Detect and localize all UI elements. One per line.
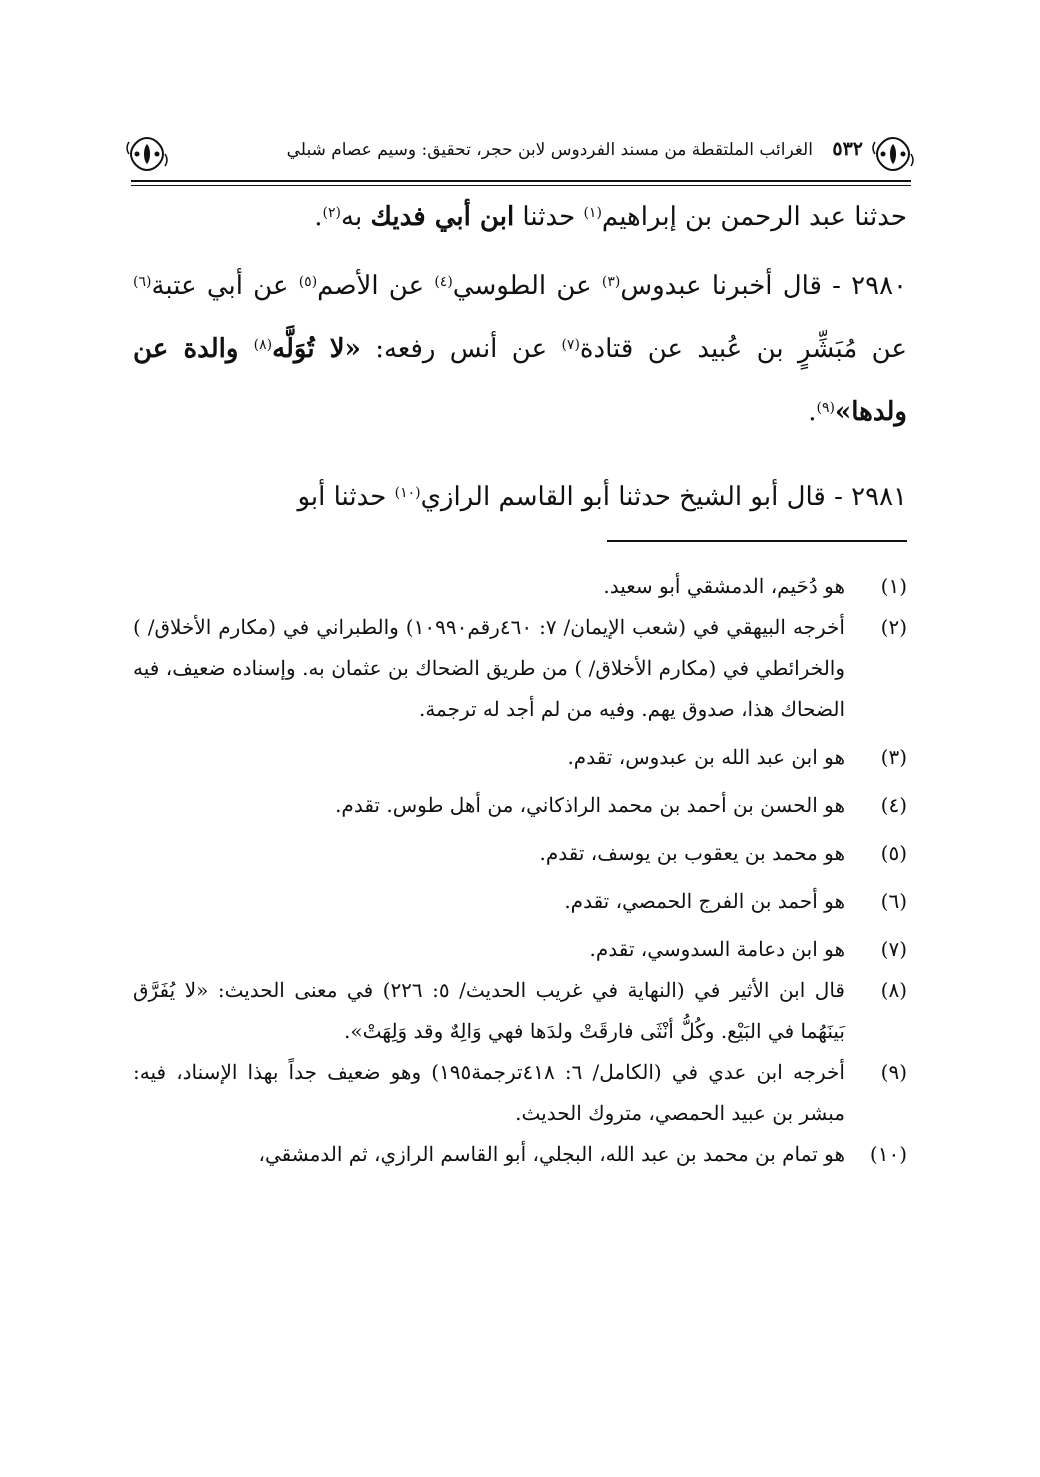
footnote-ref[interactable]: (٥) <box>298 274 318 290</box>
footnote <box>133 970 907 1052</box>
footnote-ref[interactable]: (٩) <box>816 400 835 416</box>
footnote-ref[interactable]: (٨) <box>253 337 273 353</box>
header-line <box>183 138 863 160</box>
footnote <box>133 1134 907 1175</box>
footnote-number: (٧) <box>880 937 907 961</box>
hadith-2981: ٢٩٨١ - قال أبو الشيخ حدثنا أبو القاسم الرازي$^{(١٠)}$ حدثنا أبو <box>297 482 907 512</box>
footnote-number: (١) <box>880 574 907 598</box>
main-text <box>133 186 907 529</box>
running-header <box>125 128 915 180</box>
footnote-number: (٨) <box>880 978 907 1002</box>
footnote <box>133 929 907 970</box>
footnote-number: (١٠) <box>869 1142 907 1166</box>
footnote-text: هو دُحَيم، الدمشقي أبو سعيد. <box>603 574 845 598</box>
paragraph-chain-continuation: حدثنا عبد الرحمن بن إبراهيم$^{(١)}$ حدثنا ابن أبي فديك به$^{(٢)}$. <box>314 202 907 232</box>
footnote-text: هو تمام بن محمد بن عبد الله، البجلي، أبو القاسم الرازي، ثم الدمشقي، <box>258 1142 845 1166</box>
running-title: الغرائب الملتقطة من مسند الفردوس لابن حجر، تحقيق: وسيم عصام شبلي <box>286 140 813 160</box>
footnote-text: هو الحسن بن أحمد بن محمد الراذكاني، من أهل طوس. تقدم. <box>335 793 845 817</box>
footnote-text: قال ابن الأثير في (النهاية في غريب الحديث/ ٥: ٢٢٦) في معنى الحديث: «لا يُفَرَّق بَينَهُما في البَيْع. وكُلُّ أنْثَى فارقَتْ ولدَها فهي وَالِهٌ وقد وَلِهَتْ». <box>133 978 845 1043</box>
footnote-ref[interactable]: (٧) <box>561 337 580 353</box>
footnote-number: (٩) <box>880 1060 907 1084</box>
footnote <box>133 785 907 826</box>
footnote <box>133 737 907 778</box>
footnote-number: (٦) <box>880 889 907 913</box>
footnote <box>133 881 907 922</box>
footnote-ref[interactable]: (٦) <box>133 274 152 290</box>
footnote <box>133 833 907 874</box>
header-rule <box>131 180 911 182</box>
footnote-number: (٣) <box>880 745 907 769</box>
footnote-ref[interactable]: (١) <box>583 205 602 221</box>
ornament-left-icon <box>125 134 169 174</box>
footnote <box>133 1052 907 1134</box>
ornament-right-icon <box>871 134 915 174</box>
footnote-ref[interactable]: (٤) <box>434 274 453 290</box>
footnote-text: هو ابن عبد الله بن عبدوس، تقدم. <box>567 745 845 769</box>
footnote <box>133 607 907 730</box>
footnote-ref[interactable]: (٢) <box>322 205 341 221</box>
hadith-2980: ٢٩٨٠ - قال أخبرنا عبدوس$^{(٣)}$ عن الطوسي$^{(٤)}$ عن الأصم$^{(٥)}$ عن أبي عتبة$^{(٦)}$ عن مُبَشِّرٍ بن عُبيد عن قتادة$^{(٧)}$ عن أنس رفعه: «لا تُوَلَّه$^{(٨)}$ والدة عن ولدها»$^{(٩)}$. <box>133 271 908 427</box>
footnotes <box>133 566 907 1175</box>
footnote-separator <box>607 540 907 542</box>
footnote-text: أخرجه البيهقي في (شعب الإيمان/ ٧: ٤٦٠رقم١٠٩٩٠) والطبراني في (مكارم الأخلاق/ ) والخرائطي في (مكارم الأخلاق/ ) من طريق الضحاك بن عثمان به. وإسناده ضعيف، فيه الضحاك هذا، صدوق يهم. وفيه من لم أجد له ترجمة. <box>133 615 845 721</box>
footnote-ref[interactable]: (٣) <box>601 274 621 290</box>
footnote <box>133 566 907 607</box>
footnote-number: (٥) <box>880 841 907 865</box>
footnote-ref[interactable]: (١٠) <box>394 485 421 501</box>
footnote-text: هو ابن دعامة السدوسي، تقدم. <box>589 937 845 961</box>
footnote-text: هو محمد بن يعقوب بن يوسف، تقدم. <box>539 841 845 865</box>
footnote-text: هو أحمد بن الفرج الحمصي، تقدم. <box>564 889 845 913</box>
page-number: ٥٣٢ <box>832 138 863 160</box>
footnote-number: (٢) <box>880 615 907 639</box>
footnote-text: أخرجه ابن عدي في (الكامل/ ٦: ٤١٨ترجمة١٩٥) وهو ضعيف جداً بهذا الإسناد، فيه: مبشر بن عبيد الحمصي، متروك الحديث. <box>133 1060 845 1125</box>
footnote-number: (٤) <box>880 793 907 817</box>
